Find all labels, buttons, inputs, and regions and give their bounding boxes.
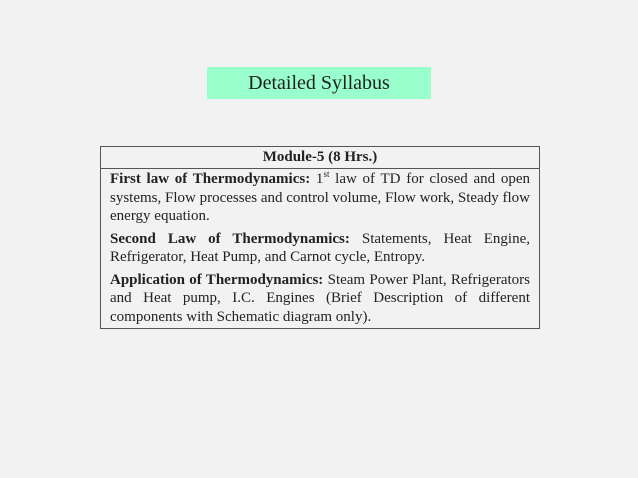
section-text: Steam Power Plant, Refrigerators and Heat pump, I.C. Engines (Brief Description of different components with Schematic diagram only). — [110, 271, 530, 325]
section-second-law — [110, 230, 530, 267]
section-heading: Application of Thermodynamics: — [110, 271, 324, 288]
module-body — [101, 169, 539, 328]
section-heading: First law of Thermodynamics: — [110, 171, 311, 187]
section-heading: Second Law of Thermodynamics: — [110, 230, 350, 247]
ordinal-superscript: st — [323, 169, 330, 179]
section-application — [110, 271, 530, 327]
section-text: law of TD for closed and open systems, Flow processes and control volume, Flow work, Steady flow energy equation. — [110, 171, 530, 224]
syllabus-table — [100, 146, 540, 329]
slide-title-text: Detailed Syllabus — [248, 71, 390, 94]
slide-title — [207, 67, 431, 99]
section-text-prefix: 1 — [310, 171, 324, 187]
module-header: Module-5 (8 Hrs.) — [101, 147, 539, 169]
section-first-law — [110, 170, 530, 226]
section-text: Statements, Heat Engine, Refrigerator, Heat Pump, and Carnot cycle, Entropy. — [110, 230, 530, 265]
